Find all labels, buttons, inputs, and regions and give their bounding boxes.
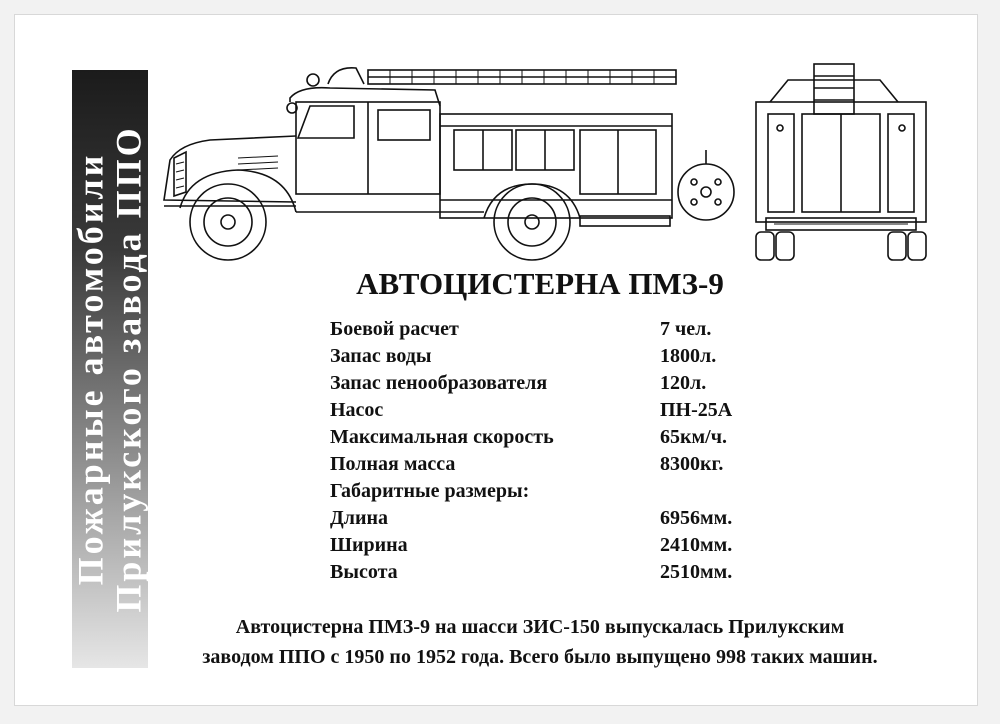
spec-label: Запас пенообразователя <box>330 372 548 394</box>
spec-label: Длина <box>330 507 389 529</box>
spec-value: 120л. <box>660 372 707 394</box>
side-title <box>72 70 148 668</box>
spec-row <box>330 318 850 345</box>
spec-value: 8300кг. <box>660 453 724 475</box>
spec-value: 65км/ч. <box>660 426 727 448</box>
spec-label: Габаритные размеры: <box>330 480 530 502</box>
spec-value: 6956мм. <box>660 507 733 529</box>
spec-value: 2410мм. <box>660 534 733 556</box>
spec-row <box>330 345 850 372</box>
spec-row <box>330 399 850 426</box>
description <box>150 612 930 672</box>
spec-row <box>330 426 850 453</box>
spec-value: ПН-25А <box>660 399 733 421</box>
spec-row <box>330 534 850 561</box>
truck-drawings <box>150 40 940 265</box>
spec-label: Полная масса <box>330 453 456 475</box>
spec-row <box>330 453 850 480</box>
fire-truck-side-drawing-icon <box>164 68 734 260</box>
spec-value: 2510мм. <box>660 561 733 583</box>
side-title-line-2: Прилукского завода ППО <box>109 125 150 613</box>
fire-truck-rear-drawing-icon <box>756 64 926 260</box>
description-line-1: Автоцистерна ПМЗ-9 на шасси ЗИС-150 выпускалась Прилукским <box>235 616 845 638</box>
page-title: АВТОЦИСТЕРНА ПМЗ-9 <box>356 266 724 301</box>
description-line-2: заводом ППО с 1950 по 1952 года. Всего было выпущено 998 таких машин. <box>202 646 878 668</box>
spec-label: Ширина <box>330 534 408 556</box>
spec-value: 1800л. <box>660 345 717 367</box>
side-title-line-1: Пожарные автомобили <box>71 152 112 586</box>
spec-label: Насос <box>330 399 384 421</box>
spec-label: Запас воды <box>330 345 432 367</box>
spec-row <box>330 507 850 534</box>
spec-label: Боевой расчет <box>330 318 459 340</box>
spec-label: Высота <box>330 561 398 583</box>
spec-value: 7 чел. <box>660 318 712 340</box>
spec-label: Максимальная скорость <box>330 426 554 448</box>
spec-row <box>330 480 850 507</box>
spec-row <box>330 561 850 588</box>
spec-row <box>330 372 850 399</box>
